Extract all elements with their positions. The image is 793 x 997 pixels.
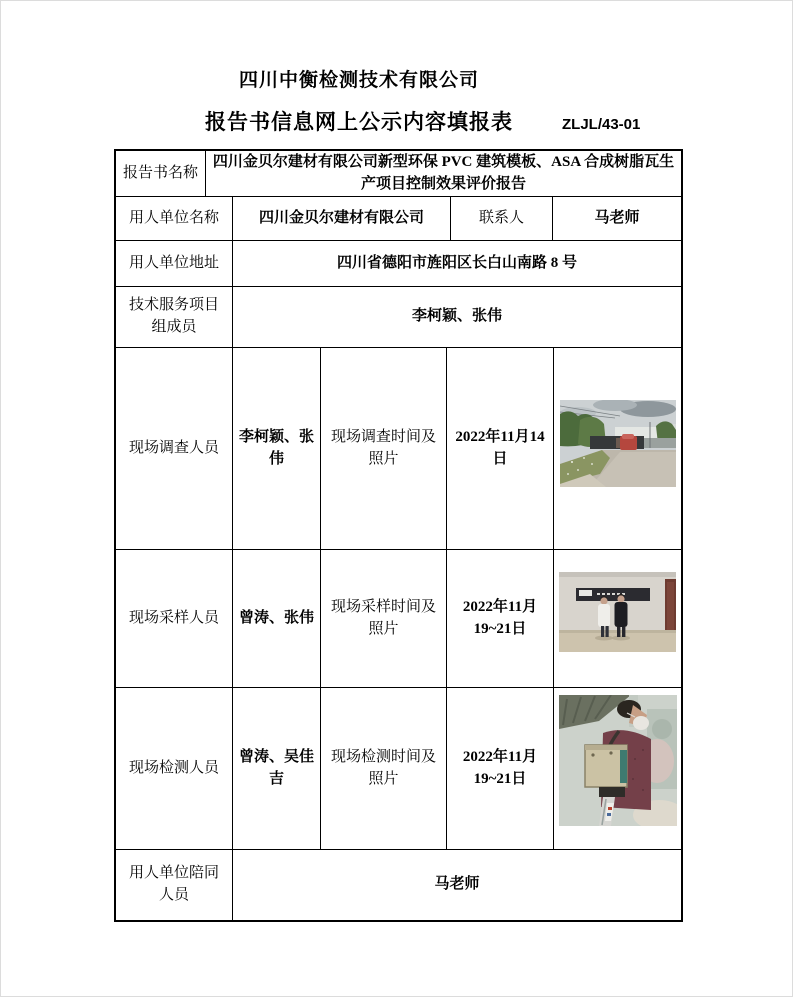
- survey-time-label: 现场调查时间及照片: [321, 348, 447, 550]
- employer-address-value: 四川省德阳市旌阳区长白山南路 8 号: [233, 241, 681, 287]
- project-team-value: 李柯颖、张伟: [233, 287, 681, 348]
- row-employer-name: [116, 197, 681, 241]
- sampling-personnel: 曾涛、张伟: [233, 550, 321, 688]
- accompany-value: 马老师: [434, 876, 480, 893]
- form-title: 报告书信息网上公示内容填报表: [205, 110, 513, 134]
- project-team-label: 技术服务项目组成员: [116, 287, 233, 348]
- survey-time-value: 2022年11月14日: [447, 348, 554, 550]
- report-name-label: 报告书名称: [116, 151, 206, 197]
- employer-address-label: 用人单位地址: [116, 241, 233, 287]
- detection-personnel: 曾涛、吴佳吉: [233, 688, 321, 850]
- company-title: 四川中衡检测技术有限公司: [238, 70, 479, 91]
- form-code: ZLJL/43-01: [562, 116, 641, 133]
- detection-label: 现场检测人员: [116, 688, 233, 850]
- row-report-name: [116, 151, 681, 197]
- survey-personnel: 李柯颖、张伟: [233, 348, 321, 550]
- accompany-label: 用人单位陪同人员: [116, 850, 233, 920]
- form-table: [114, 149, 683, 922]
- sampling-time-label: 现场采样时间及照片: [321, 550, 447, 688]
- sampling-time-value: 2022年11月19~21日: [447, 550, 554, 688]
- survey-photo-cell: [554, 348, 681, 550]
- row-employer-address: [116, 241, 681, 287]
- contact-label: 联系人: [451, 197, 553, 241]
- row-accompany: [116, 850, 681, 920]
- sampling-photo: [559, 572, 676, 652]
- row-project-team: [116, 287, 681, 348]
- employer-name-value: 四川金贝尔建材有限公司: [233, 197, 451, 241]
- report-name-value: 四川金贝尔建材有限公司新型环保 PVC 建筑模板、ASA 合成树脂瓦生产项目控制效果评价报告: [206, 151, 681, 197]
- detection-time-label: 现场检测时间及照片: [321, 688, 447, 850]
- detection-photo-cell: [554, 688, 681, 850]
- row-site-detection: [116, 688, 681, 850]
- employer-name-label: 用人单位名称: [116, 197, 233, 241]
- sampling-photo-cell: [554, 550, 681, 688]
- survey-label: 现场调查人员: [116, 348, 233, 550]
- contact-value: 马老师: [553, 197, 681, 241]
- row-site-sampling: [116, 550, 681, 688]
- detection-time-value: 2022年11月19~21日: [447, 688, 554, 850]
- sampling-label: 现场采样人员: [116, 550, 233, 688]
- survey-photo: [560, 400, 676, 487]
- row-site-survey: [116, 348, 681, 550]
- detection-photo: [559, 695, 677, 826]
